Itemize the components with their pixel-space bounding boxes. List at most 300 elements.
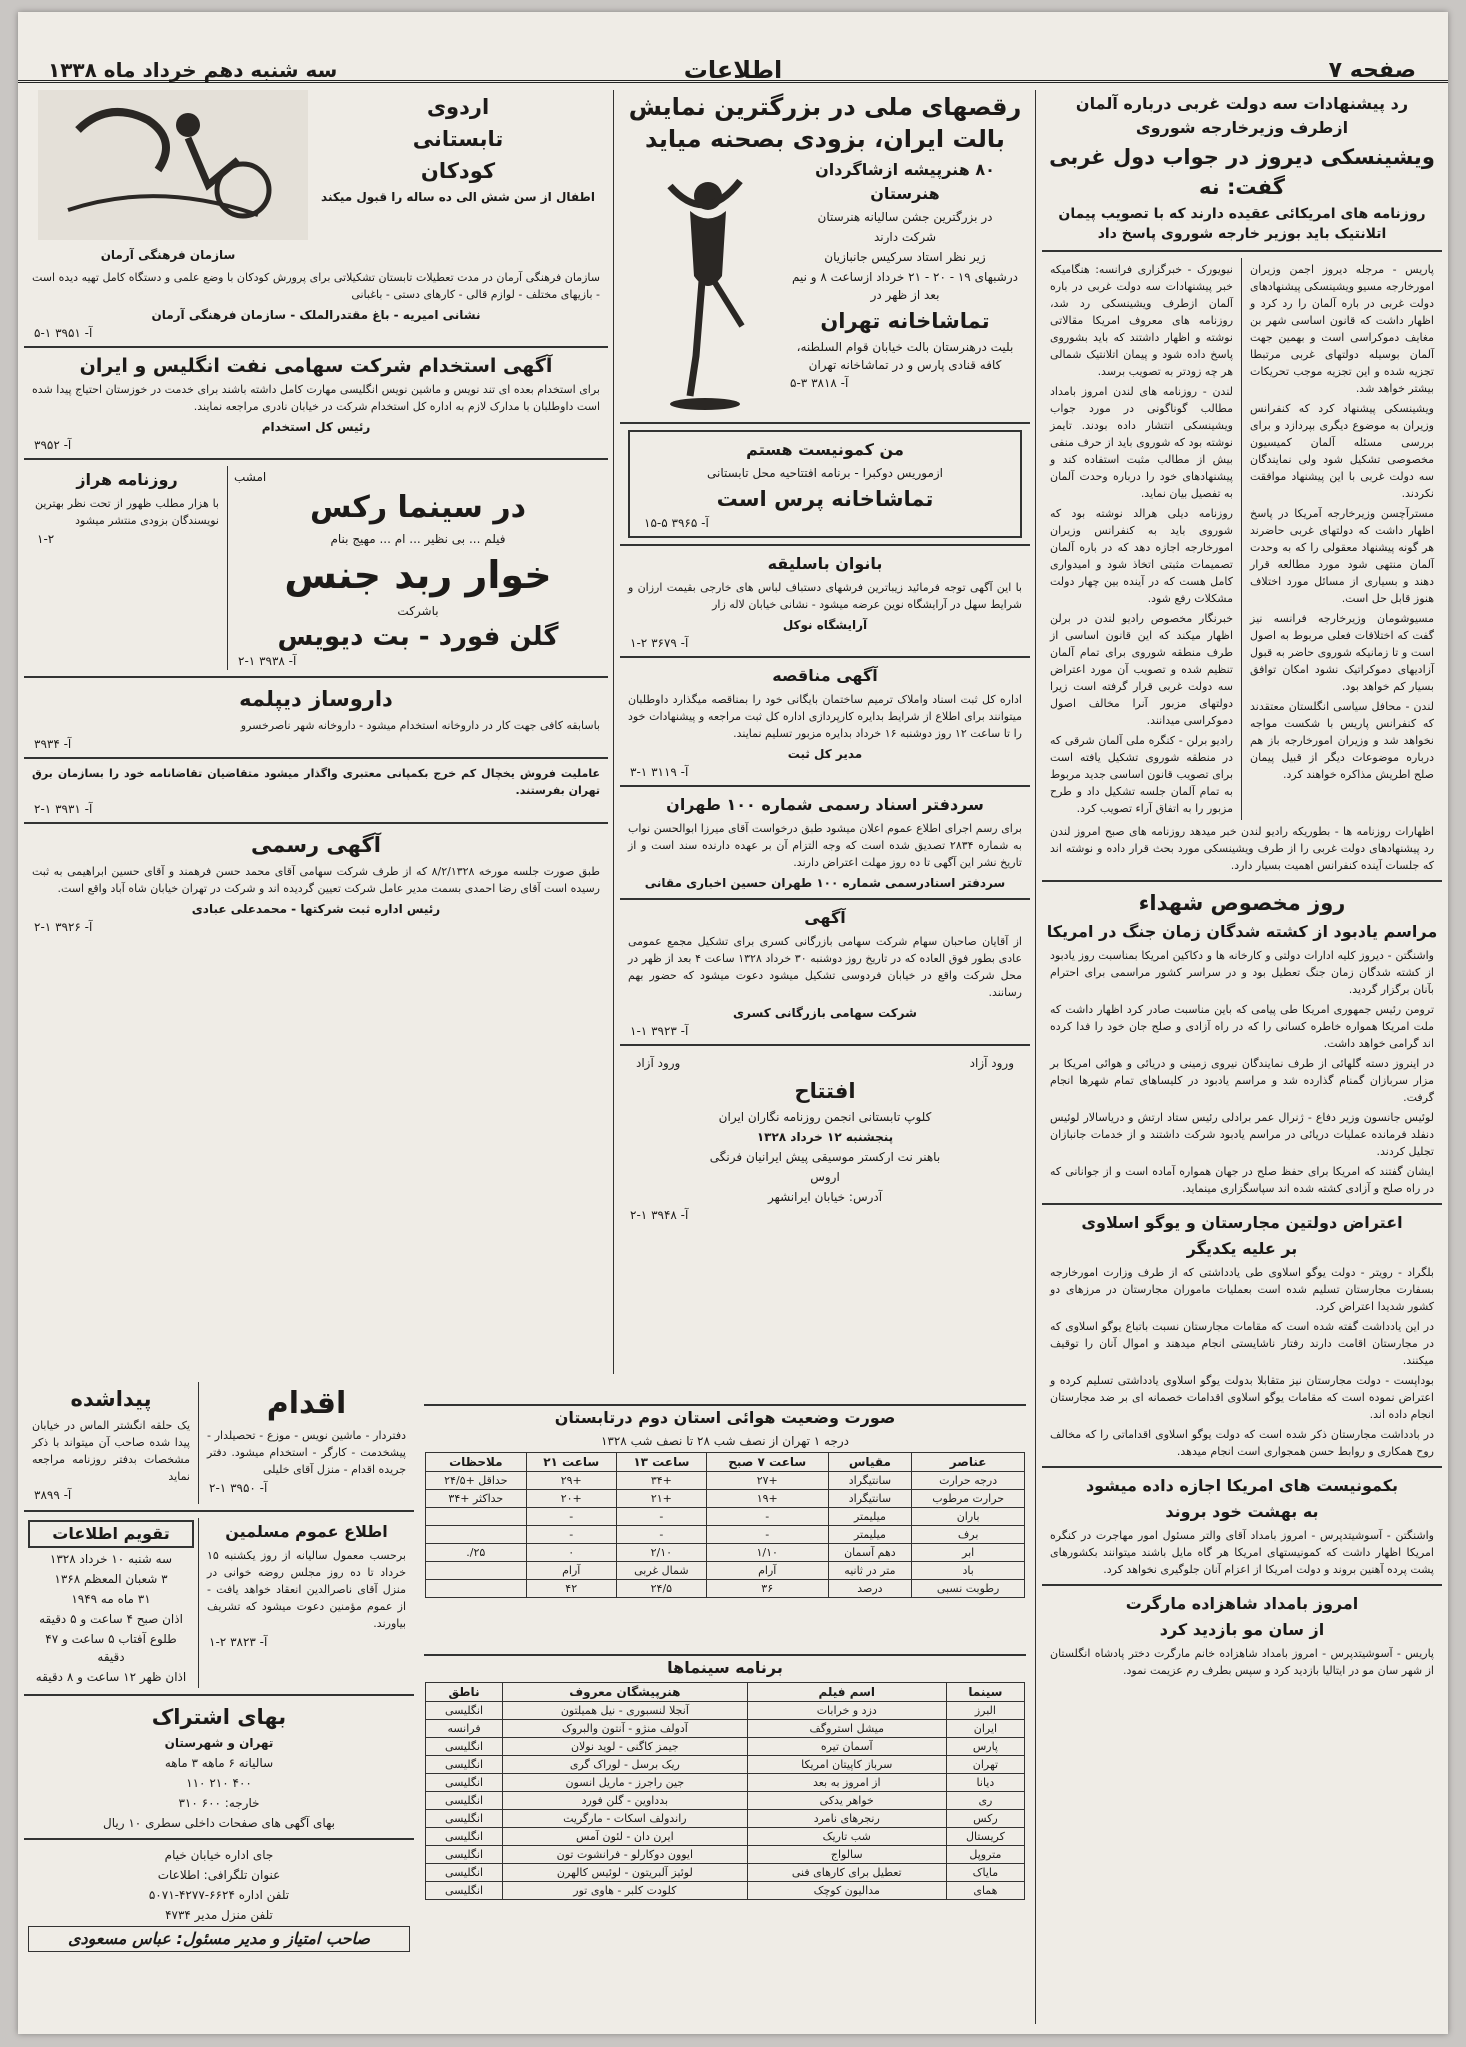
camp-address: نشانی امیریه - باغ مقتدرالملک - سازمان فرهنگی آرمان <box>151 308 481 322</box>
ballet-tickets: بلیت درهنرستان بالت خیابان قوام السلطنه، کافه قنادی پارس و در تماشاخانه تهران <box>796 340 1014 372</box>
cinema-cell: مایاک <box>946 1864 1024 1882</box>
muslim-notice-body: برحسب معمول سالیانه از روز یکشنبه ۱۵ خرداد تا ده روز مجلس روضه خوانی در منزل آقای ناصرالدین انعقاد خواهد یافت - از عموم مؤمنین دعوت میشود که تشریف بیاورند. <box>207 1549 406 1630</box>
official-notice-body: طبق صورت جلسه مورخه ۸/۲/۱۳۲۸ که از طرف شرکت سهامی آقای محمد حسن فرهمند و آقای حسین ابراهیمی به ثبت رسیده است آقای رضا احمدی بسمت مدیر عامل شرکت تعیین گردیده اند و شرکت در تهران خیابان شاه آباد واقع است. <box>32 865 600 895</box>
article-paragraph: روزنامه دیلی هرالد نوشته بود که شوروی باید به کنفرانس وزیران امورخارجه اجازه دهد که در باره آلمان تصمیمات مثبتی اتخاذ شود و امیدواری کامل هست که در آینده بین چهار دولت مشکلات رفع شود. <box>1050 507 1233 605</box>
memorial-paragraph: ایشان گفتند که امریکا برای حفظ صلح در جهان همواره آماده است و از جوانانی که در راه صلح و آزادی کشته شده اند سپاسگزاری مینماید. <box>1050 1165 1434 1195</box>
cinema-cell: فرانسه <box>426 1720 503 1738</box>
camp-subtitle: اطفال از سن شش الی ده ساله را قبول میکند <box>321 190 595 204</box>
address-line: تلفن اداره ۶۶۲۴-۴۲۷۷-۵۰۷۱ <box>148 1888 290 1902</box>
notary-body: برای رسم اجرای اطلاع عموم اعلان میشود طبق درخواست آقای میرزا ابوالحسن نواب به شماره ۲۸۳۴ تصدیق شده است که وجه التزام آن بر عهده دارنده سند است و از تاریخ نشر این آگهی تا ده روز مهلت اعتراض دارند. <box>628 822 1022 869</box>
fridge-ad-body: عاملیت فروش یخچال کم خرج بکمپانی معتبری واگذار میشود متقاضیان تقاضانامه خود را بسازمان برق تهران بفرستند. <box>32 767 600 797</box>
eqdam-title: اقدام <box>266 1386 347 1421</box>
princess-subtitle: از سان مو بازدید کرد <box>1159 1620 1325 1639</box>
cinema-and-pharmacy <box>24 466 608 670</box>
cinema-cell: انگلیسی <box>426 1792 503 1810</box>
pharmacist-title: داروساز دیپلمه <box>239 687 393 711</box>
princess-paragraph: پاریس - آسوشیتدپرس - امروز بامداد شاهزاده خانم مارگرت دختر پادشاه انگلستان از شهر سان مو در ایتالیا بازدید کرد و سپس بطرف رم عزیمت نمود. <box>1050 1647 1434 1677</box>
ad-code: آ- ۳۱۱۹ ۱-۳ <box>630 765 689 779</box>
communists-paragraph: واشنگتن - آسوشیتدپرس - امروز بامداد آقای والتر مسئول امور مهاجرت در کنگره امریکا اظهار داشت که کمونیستهای امریکا هر گاه مایل باشند میتوانند بکشورهای پشت پرده آهنین بروند و دولت امریکا از اعزام آنان جلوگیری نخواهد کرد. <box>1050 1529 1434 1576</box>
subscription-row: ۴۰۰ ۲۱۰ ۱۱۰ <box>186 1776 252 1790</box>
divider <box>24 822 608 824</box>
cinema-cell: جین راجرز - ماریل انسون <box>503 1774 748 1792</box>
weather-cell: ۳۶ <box>706 1580 828 1598</box>
divider <box>24 1694 414 1696</box>
article-paragraph: لندن - روزنامه های لندن امروز بامداد مطالب گوناگونی در مورد جواب ویشینسکی انتشار داده بودند. تایمز نوشته بود که شوروی باید از حرف منفی بیش از مطالب مثبت استفاده کند و پیشنهادهای خود را درباره وحدت آلمان به تفصیل بیان نماید. <box>1050 385 1233 500</box>
oil-ad-signature: رئیس کل استخدام <box>261 420 371 434</box>
article-paragraph: رادیو برلن - کنگره ملی آلمان شرقی که در منطقه شوروی تشکیل یافته است برای تصویب قانون اساسی جدید مربوط به تمام آلمان جلسه تشکیل داد و طرح مزبور را به اتفاق آراء تصویب کرد. <box>1050 734 1233 815</box>
muslim-notice <box>199 1518 414 1688</box>
ballet-line: درشبهای ۱۹ - ۲۰ - ۲۱ خرداد ازساعت ۸ و نیم بعد از ظهر در <box>792 270 1018 302</box>
article-paragraph: مسترآچسن وزیرخارجه آمریکا در پاسخ اظهار داشت که دولتهای غربی حاضرند هر گونه پیشنهاد معقولی را که به وحدت آلمان منتهی شود مورد مطالعه قرار دهند و بسیاری از مسائل مورد اختلاف هنوز قابل حل است. <box>1250 507 1434 605</box>
weather-cell: ۲۴/۵ <box>616 1580 706 1598</box>
cinema-cell: لوئیز آلبریتون - لوئیس کالهرن <box>503 1864 748 1882</box>
ad-code: آ- ۳۸۹۹ <box>34 1488 72 1502</box>
address-line: جای اداره خیابان خیام <box>164 1848 274 1862</box>
ballet-dancer-illustration <box>630 156 780 416</box>
divider <box>24 346 608 348</box>
weather-cell: +۱۹ <box>706 1490 828 1508</box>
cinema-table <box>425 1682 1025 1900</box>
cinema-cell: انگلیسی <box>426 1846 503 1864</box>
weather-row <box>426 1472 1025 1490</box>
divider <box>620 422 1030 424</box>
weather-cell: +۲۷ <box>706 1472 828 1490</box>
camp-title: اردوی <box>426 95 490 119</box>
found-title: پیداشده <box>70 1387 152 1411</box>
ad-code: آ- ۳۹۲۶ ۱-۲ <box>34 920 93 934</box>
weather-title: صورت وضعیت هوائی استان دوم درتابستان <box>424 1404 1026 1430</box>
weather-cell: باران <box>912 1508 1025 1526</box>
camp-body: سازمان فرهنگی آرمان در مدت تعطیلات تابستان تشکیلاتی برای پرورش کودکان با وضع علمی و دستگاه کامل تهیه دیده است - بازیهای مختلف - لوازم قالی - کارهای دستی - باغبانی <box>32 271 600 301</box>
cinema-cell: البرز <box>946 1702 1024 1720</box>
camp-logo <box>28 90 308 266</box>
weather-row <box>426 1562 1025 1580</box>
weather-cell: متر در ثانیه <box>828 1562 912 1580</box>
calendar-line: اذان صبح ۴ ساعت و ۵ دقیقه <box>39 1612 183 1626</box>
weather-cell: شمال غربی <box>616 1562 706 1580</box>
official-notice-title: آگهی رسمی <box>251 833 381 857</box>
notice-body: از آقایان صاحبان سهام شرکت سهامی بازرگانی کسری برای تشکیل مجمع عمومی عادی بطور فوق العاده که در تاریخ روز دوشنبه ۳۰ خرداد ۱۳۲۸ ساعت ۴ بعد از ظهر در محل شرکت واقع در خیابان فردوسی تشکیل میشود دعوت میشود که حضور بهم رسانند. <box>628 935 1023 999</box>
opening-guest: اروس <box>810 1170 840 1184</box>
cinema-cell: دزد و خرابات <box>747 1702 946 1720</box>
weather-cell: - <box>616 1508 706 1526</box>
memorial-paragraph: در اینروز دسته گلهائی از طرف نمایندگان نیروی زمینی و دریائی و هوائی امریکا بر مزار سربازان گمنام گذارده شد و مراسم یادبود در کلیساهای تمام شهرها انجام گرفت. <box>1050 1057 1434 1104</box>
ad-code: آ- ۳۶۷۹ ۲-۱ <box>630 636 689 650</box>
communists-subtitle: به بهشت خود بروند <box>1165 1502 1319 1521</box>
cinema-cell: آنجلا لنسبوری - نیل همیلتون <box>503 1702 748 1720</box>
cinema-cell: تهران <box>946 1756 1024 1774</box>
princess-title: امروز بامداد شاهزاده مارگرت <box>1125 1594 1359 1613</box>
found-body: یک حلقه انگشتر الماس در خیابان پیدا شده صاحب آن میتواند با ذکر مشخصات بدفتر روزنامه مراجعه نماید <box>32 1419 190 1483</box>
cinema-cell: انگلیسی <box>426 1810 503 1828</box>
address-line: عنوان تلگرافی: اطلاعات <box>157 1868 281 1882</box>
weather-cell: +۳۴ <box>616 1472 706 1490</box>
rex-with-label: باشرکت <box>397 604 439 618</box>
notary-title: سردفتر اسناد رسمی شماره ۱۰۰ طهران <box>666 795 984 814</box>
divider <box>1042 1466 1442 1468</box>
cinema-cell: رکس <box>946 1810 1024 1828</box>
headline-line-1: رد پیشنهادات سه دولت غربی درباره آلمان ازطرف وزیرخارجه شوروی <box>1075 94 1409 137</box>
weather-report <box>420 1402 1030 1600</box>
column-news <box>1042 90 1442 2024</box>
divider <box>620 656 1030 658</box>
weather-cell: باد <box>912 1562 1025 1580</box>
newspaper-title: روزنامه هراز <box>76 470 178 489</box>
yugo-subtitle: بر علیه یکدیگر <box>1186 1239 1298 1258</box>
weather-cell: آرام <box>526 1562 616 1580</box>
weather-cell: رطوبت نسبی <box>912 1580 1025 1598</box>
free-entry-label: ورود آزاد <box>969 1056 1014 1070</box>
cinema-cell: رنجرهای نامرد <box>747 1810 946 1828</box>
weather-table <box>425 1452 1025 1598</box>
weather-cell: درجه حرارت <box>912 1472 1025 1490</box>
memorial-title: روز مخصوص شهداء <box>1138 891 1346 915</box>
weather-cell: حرارت مرطوب <box>912 1490 1025 1508</box>
cinema-header-cell: اسم فیلم <box>747 1683 946 1702</box>
rex-film-title: خوار ربد جنس <box>284 553 552 597</box>
weather-cell: ۱/۱۰ <box>706 1544 828 1562</box>
calendar-box <box>24 1518 198 1688</box>
weather-cell: ابر <box>912 1544 1025 1562</box>
weather-cell <box>426 1508 527 1526</box>
divider <box>198 1382 199 1504</box>
opening-line: آدرس: خیابان ایرانشهر <box>767 1190 883 1204</box>
calendar-line: اذان ظهر ۱۲ ساعت و ۸ دقیقه <box>35 1670 187 1684</box>
cinema-row <box>426 1720 1025 1738</box>
cinema-cell: آسمان تیره <box>747 1738 946 1756</box>
weather-header-cell: عناصر <box>912 1453 1025 1472</box>
cinema-cell: ری <box>946 1792 1024 1810</box>
weather-cell: حداقل +۲۴/۵ <box>426 1472 527 1490</box>
cinema-cell: بدداوین - گلن فورد <box>503 1792 748 1810</box>
memorial-paragraph: ترومن رئیس جمهوری امریکا طی پیامی که باین مناسبت صادر کرد اظهار داشت که ملت امریکا همواره خاطره کسانی را که در راه آزادی و صلح جان خود را فدا کرده اند گرامی خواهد داشت. <box>1050 1003 1434 1050</box>
cinema-cell: از امروز به بعد <box>747 1774 946 1792</box>
weather-cell <box>426 1580 527 1598</box>
weather-header-cell: مقیاس <box>828 1453 912 1472</box>
newspaper-page <box>18 12 1448 2034</box>
column-rule <box>613 90 614 1374</box>
divider <box>620 1044 1030 1046</box>
ad-code: آ- ۳۸۲۳ ۲-۱ <box>209 1635 268 1649</box>
divider <box>24 757 608 759</box>
oil-ad-body: برای استخدام بعده ای تند نویس و ماشین نویس انگلیسی مهارت کامل داشته باشند برای خدمت در خوزستان احتیاج پیدا شده است داوطلبان با مدارک لازم به اداره کل استخدام شرکت در خیابان نادری مراجعه نمایند. <box>32 383 600 413</box>
cinema-cell: پارس <box>946 1738 1024 1756</box>
news-subcol-left <box>1042 258 1241 820</box>
memorial-paragraph: واشنگتن - دیروز کلیه ادارات دولتی و کارخانه ها و دکاکین امریکا بمناسبت روز یادبود از کشته شدگان زمان جنگ تعطیل بود و در سراسر کشور مراسمی برای احترام بآنان برگزار گردید. <box>1050 949 1434 996</box>
weather-cell: - <box>706 1526 828 1544</box>
weather-header-cell: ساعت ۱۳ <box>616 1453 706 1472</box>
ad-code: آ- ۳۹۵۰ ۱-۲ <box>209 1481 268 1495</box>
weather-cell: +۲۰ <box>526 1490 616 1508</box>
article-paragraph: ویشینسکی پیشنهاد کرد که کنفرانس وزیران به موضوع دیگری بپردازد و برای بررسی مسئله آلمان کمیسیون مخصوصی تشکیل شود ولی نمایندگان سه دولت غربی با این پیشنهاد موافقت نکردند. <box>1250 402 1434 500</box>
ballet-title-1: رقصهای ملی در بزرگترین نمایش <box>628 93 1022 121</box>
calendar-line: سه شنبه ۱۰ خرداد ۱۳۲۸ <box>49 1552 173 1566</box>
bottom-left-ads <box>24 1382 414 2024</box>
cinema-cell: تعطیل برای کارهای فنی <box>747 1864 946 1882</box>
page-header <box>18 12 1448 83</box>
weather-cell: ۴۲ <box>526 1580 616 1598</box>
play-ad-box <box>628 430 1022 538</box>
weather-cell: سانتیگراد <box>828 1472 912 1490</box>
page-number: صفحه ۷ <box>1328 58 1416 83</box>
divider <box>24 458 608 460</box>
cinema-header-cell: ناطق <box>426 1683 503 1702</box>
rex-cinema-ad <box>228 466 608 670</box>
weather-cell: حداکثر +۳۴ <box>426 1490 527 1508</box>
cinema-cell: انگلیسی <box>426 1882 503 1900</box>
memorial-paragraph: لوئیس جانسون وزیر دفاع - ژنرال عمر برادلی رئیس ستاد ارتش و دریاسالار لوئیس دنفلد فرمانده عملیات دریائی در مراسم یادبود شرکت داشتند و از خدمات جانبازان تجلیل کردند. <box>1050 1111 1434 1158</box>
subheadline: روزنامه های امریکائی عقیده دارند که با تصویب پیمان اتلانتیک باید بوزیر خارجه شوروی پاسخ داد <box>1058 206 1426 242</box>
headline-line-2: ویشینسکی دیروز در جواب دول غربی گفت: نه <box>1049 145 1435 199</box>
weather-header-cell: ملاحظات <box>426 1453 527 1472</box>
subscription-row: بهای آگهی های صفحات داخلی سطری ۱۰ ریال <box>103 1816 335 1830</box>
divider <box>24 1510 414 1512</box>
divider <box>24 1838 414 1840</box>
cinema-cell: جیمز کاگنی - لوید نولان <box>503 1738 748 1756</box>
cinema-cell: انگلیسی <box>426 1702 503 1720</box>
divider <box>1042 880 1442 882</box>
chariot-illustration <box>38 90 308 240</box>
cinema-row <box>426 1774 1025 1792</box>
opening-free-entry <box>630 1052 1020 1074</box>
weather-cell: +۲۱ <box>616 1490 706 1508</box>
ad-code: آ- ۳۹۵۲ <box>34 438 72 452</box>
subscription-row: خارجه: ۶۰۰ ۳۱۰ <box>178 1796 260 1810</box>
cinema-row <box>426 1756 1025 1774</box>
ballet-ad-body <box>620 156 1030 416</box>
calendar-line: طلوع آفتاب ۵ ساعت و ۴۷ دقیقه <box>45 1632 177 1664</box>
camp-title: کودکان <box>420 159 496 183</box>
subscription-row: سالیانه ۶ ماهه ۳ ماهه <box>164 1756 274 1770</box>
tonight-label: امشب <box>234 470 267 484</box>
weather-table-header <box>426 1453 1025 1472</box>
weather-row <box>426 1580 1025 1598</box>
cinema-row <box>426 1846 1025 1864</box>
play-line: ازموریس دوکبرا - برنامه افتتاحیه محل تابستانی <box>706 466 943 480</box>
cinema-row <box>426 1702 1025 1720</box>
women-ad-shop: آرایشگاه نوکل <box>782 618 868 632</box>
ad-code: آ- ۳۸۱۸ ۳-۵ <box>790 376 849 390</box>
rex-stars: گلن فورد - بت دیویس <box>277 622 559 652</box>
ad-code: آ- ۳۹۳۸ ۱-۲ <box>238 654 297 668</box>
cinema-header-cell: هنرپیشگان معروف <box>503 1683 748 1702</box>
yugo-paragraph: در بادداشت مجارستان ذکر شده است که دولت یوگو اسلاوی اقداماتی را که مخالف روح همکاری و روابط حسن همجواری است انجام میدهد. <box>1050 1428 1434 1458</box>
weather-subtitle: درجه ۱ تهران از نصف شب ۲۸ تا نصف شب ۱۳۲۸ <box>600 1434 850 1448</box>
cinema-row <box>426 1828 1025 1846</box>
weather-cell: دهم آسمان <box>828 1544 912 1562</box>
cinema-cell: انگلیسی <box>426 1738 503 1756</box>
eqdam-and-found <box>24 1382 414 1504</box>
cinema-cell: دیانا <box>946 1774 1024 1792</box>
weather-cell: - <box>616 1526 706 1544</box>
article-paragraph: مسیوشومان وزیرخارجه فرانسه نیز گفت که اختلافات فعلی مربوط به اصول است و تا زمانیکه شوروی حاضر به قبول آزادیهای دموکراتیک نشود امکان توافق بسیار کم خواهد بود. <box>1250 612 1434 693</box>
cinema-cell: ریک برسل - لوراک گری <box>503 1756 748 1774</box>
weather-cell: برف <box>912 1526 1025 1544</box>
subscription-region: تهران و شهرستان <box>164 1736 274 1750</box>
divider <box>1042 250 1442 252</box>
tender-body: اداره کل ثبت اسناد واملاک ترمیم ساختمان بایگانی خود را بمناقصه میگذارد داوطلبان میتوانند برای اطلاع از شرایط بدایره کارپردازی اداره کل ثبت مراجعه و پیشنهادات خود را تا ساعت ۱۲ روز دوشنبه ۱۶ خرداد بدایره مزبور تسلیم نمایند. <box>628 693 1022 740</box>
article-paragraph: اظهارات روزنامه ها - بطوریکه رادیو لندن خبر میدهد روزنامه های صبح امروز لندن رد پیشنهادهای دولت غربی را از طرف ویشینسکی مورد بحث قرار داده و نوشته اند که جلسات آینده کنفرانس اهمیت بسیار دارد. <box>1050 825 1434 872</box>
cinema-table-header <box>426 1683 1025 1702</box>
play-title: من کمونیست هستم <box>746 440 904 459</box>
ballet-line: شرکت دارند <box>873 230 937 244</box>
news-two-columns <box>1042 258 1442 820</box>
weather-header-cell: ساعت ۷ صبح <box>706 1453 828 1472</box>
oil-ad-title: آگهی استخدام شرکت سهامی نفت انگلیس و ایران <box>79 355 553 377</box>
divider <box>1042 1203 1442 1205</box>
divider <box>1042 1584 1442 1586</box>
weather-cell: - <box>526 1508 616 1526</box>
cinema-cell: انگلیسی <box>426 1774 503 1792</box>
cinema-cell: شب تاریک <box>747 1828 946 1846</box>
eqdam-ad <box>199 1382 414 1504</box>
notary-signature: سردفتر اسنادرسمی شماره ۱۰۰ طهران حسین اخباری مقانی <box>644 876 1006 890</box>
cinema-cell: کریستال <box>946 1828 1024 1846</box>
muslim-notice-title: اطلاع عموم مسلمین <box>225 1522 388 1541</box>
article-paragraph: خبرنگار مخصوص رادیو لندن در برلن اظهار میکند که این قانون اساسی از طرف منطقه شوروی برای تمام آلمان تنظیم شده و تصویب آن مورد اعتراض سه دولت غربی قرار گرفته است زیرا دولتهای مزبور آنرا مخالف اصول دموکراسی میدانند. <box>1050 612 1233 727</box>
camp-ad <box>24 90 608 266</box>
ad-code: آ- ۳۹۳۱ ۱-۲ <box>34 802 93 816</box>
cinema-cell: همای <box>946 1882 1024 1900</box>
calendar-line: ۳ شعبان المعظم ۱۳۶۸ <box>54 1572 168 1586</box>
weather-cell: درصد <box>828 1580 912 1598</box>
cinema-cell: متروپل <box>946 1846 1024 1864</box>
communists-title: بکمونیست های امریکا اجازه داده میشود <box>1085 1476 1399 1495</box>
weather-cell: +۲۹ <box>526 1472 616 1490</box>
cinema-cell: راندولف اسکات - مارگریت <box>503 1810 748 1828</box>
column-ads-left <box>24 90 608 1374</box>
weather-cell: ۲۵/. <box>426 1544 527 1562</box>
divider <box>620 785 1030 787</box>
cinema-row <box>426 1810 1025 1828</box>
cinema-cell: سرباز کاپیتان امریکا <box>747 1756 946 1774</box>
ad-code: آ- ۳۹۵۱ ۱-۵ <box>34 326 93 340</box>
calendar-and-muslim <box>24 1518 414 1688</box>
pharmacist-body: باسابقه کافی جهت کار در داروخانه استخدام میشود - داروخانه شهر ناصرخسرو <box>240 719 600 732</box>
cinema-cell: انگلیسی <box>426 1864 503 1882</box>
cinema-row <box>426 1882 1025 1900</box>
ad-code: ۱-۲ <box>37 532 55 546</box>
cinema-cell: سالواج <box>747 1846 946 1864</box>
cinema-schedule <box>420 1652 1030 1902</box>
yugo-paragraph: در این یادداشت گفته شده است که مقامات مجارستان نسبت باتباع یوگو اسلاوی که در مجارستان اقامت دارند رفتار ناشایستی انجام میدهند و اموال آنان را توقیف میکنند. <box>1050 1320 1434 1367</box>
cinema-cell: کلودت کلبر - هاوی تور <box>503 1882 748 1900</box>
weather-row <box>426 1508 1025 1526</box>
cinema-cell: ایران <box>946 1720 1024 1738</box>
calendar-title: تقویم اطلاعات <box>28 1520 194 1548</box>
rex-cinema-title: در سینما رکس <box>309 490 527 525</box>
memorial-subtitle: مراسم یادبود از کشته شدگان زمان جنگ در امریکا <box>1046 922 1438 941</box>
found-ad <box>24 1382 198 1504</box>
cinema-table-body <box>426 1702 1025 1900</box>
tender-title: آگهی مناقصه <box>772 666 878 685</box>
weather-cell: سانتیگراد <box>828 1490 912 1508</box>
divider <box>227 466 228 670</box>
cinema-cell: ایرن دان - لئون آمس <box>503 1828 748 1846</box>
camp-ad-text <box>308 90 608 266</box>
tender-signature: مدیر کل ثبت <box>787 747 863 761</box>
ballet-line: در بزرگترین جشن سالیانه هنرستان <box>817 210 993 224</box>
cinema-schedule-title: برنامه سینماها <box>424 1654 1026 1680</box>
cinema-row <box>426 1864 1025 1882</box>
weather-cell: میلیمتر <box>828 1508 912 1526</box>
ad-code: آ- ۳۹۲۳ ۱-۱ <box>630 1024 689 1038</box>
weather-row <box>426 1526 1025 1544</box>
opening-line: باهنر نت ارکستر موسیقی پیش ایرانیان فرنگی <box>709 1150 941 1164</box>
cinema-cell: انگلیسی <box>426 1828 503 1846</box>
address-line: تلفن منزل مدیر ۴۷۳۴ <box>165 1908 273 1922</box>
article-paragraph: نیویورک - خبرگزاری فرانسه: هنگامیکه خبر پیشنهادات سه دولت غربی در باره آلمان ازطرف ویشینسکی رد شد، روزنامه های معروف امریکا مقالاتی نوشته و اظهار داشتند که باید بشوروی پاسخ داده شود و پیمان اتلانتیک شمالی هر چه زودتر به تصویب برسد. <box>1050 263 1233 378</box>
divider <box>620 544 1030 546</box>
notice-signature: شرکت سهامی بازرگانی کسری <box>733 1006 917 1020</box>
weather-cell: - <box>526 1526 616 1544</box>
ballet-title-2: بالت ایران، بزودی بصحنه میاید <box>645 125 1005 153</box>
weather-cell <box>426 1562 527 1580</box>
weather-cell: ۲/۱۰ <box>616 1544 706 1562</box>
cinema-cell: ایوون دوکارلو - فرانشوت تون <box>503 1846 748 1864</box>
weather-header-cell: ساعت ۲۱ <box>526 1453 616 1472</box>
cinema-cell: انگلیسی <box>426 1756 503 1774</box>
weather-row <box>426 1490 1025 1508</box>
rex-film-line: فیلم ... بی نظیر ... ام ... مهیج بنام <box>330 532 506 546</box>
ad-code: آ- ۳۹۳۴ <box>34 737 72 751</box>
opening-line: کلوپ تابستانی انجمن روزنامه نگاران ایران <box>718 1110 932 1124</box>
cinema-header-cell: سینما <box>946 1683 1024 1702</box>
official-notice-signature: رئیس اداره ثبت شرکتها - محمدعلی عبادی <box>191 902 441 916</box>
eqdam-body: دفتردار - ماشین نویس - موزع - تحصیلدار - پیشخدمت - کارگر - استخدام میشود. دفتر جریده اقدام - منزل آقای خلیلی <box>207 1429 406 1476</box>
weather-cell: آرام <box>706 1562 828 1580</box>
play-venue: تماشاخانه پرس است <box>716 487 934 511</box>
cinema-cell: آدولف منژو - آنتون والبروک <box>503 1720 748 1738</box>
ballet-ad-text <box>780 156 1030 416</box>
small-ads-right <box>27 466 227 670</box>
notice-title: آگهی <box>804 908 846 927</box>
cinema-cell: مدالیون کوچک <box>747 1882 946 1900</box>
divider <box>1241 258 1242 820</box>
issue-date: سه شنبه دهم خرداد ماه ۱۳۳۸ <box>48 58 338 82</box>
camp-title: تابستانی <box>412 127 504 151</box>
calendar-line: ۳۱ ماه مه ۱۹۴۹ <box>71 1592 151 1606</box>
weather-cell: ۰ <box>526 1544 616 1562</box>
newspaper-name: اطلاعات <box>683 56 783 84</box>
divider <box>24 676 608 678</box>
newspaper-body: با هزار مطلب ظهور از تحت نظر بهترین نویسندگان بزودی منتشر میشود <box>35 497 219 527</box>
weather-cell <box>426 1526 527 1544</box>
weather-row <box>426 1544 1025 1562</box>
ballet-line: زیر نظر استاد سرکیس جانبازیان <box>824 250 986 264</box>
ad-code: آ- ۳۹۴۸ ۱-۲ <box>630 1208 689 1222</box>
free-entry-label: ورود آزاد <box>636 1056 681 1070</box>
article-paragraph: لندن - محافل سیاسی انگلستان معتقدند که کنفرانس پاریس با شکست مواجه نخواهد شد و وزیران امورخارجه باز هم درباره موضوعات دیگر از قبیل پیمان صلح اطریش مذاکره خواهند کرد. <box>1250 700 1434 781</box>
weather-cell: - <box>706 1508 828 1526</box>
women-ad-title: بانوان باسلیقه <box>767 554 883 573</box>
yugo-title: اعتراض دولتین مجارستان و یوگو اسلاوی <box>1081 1213 1403 1232</box>
opening-title: افتتاح <box>794 1079 856 1103</box>
ballet-line: ۸۰ هنرپیشه ازشاگردان هنرستان <box>815 160 995 203</box>
cinema-cell: میشل استروگف <box>747 1720 946 1738</box>
ballet-venue: تماشاخانه تهران <box>820 309 990 333</box>
publisher-signature: صاحب امتیاز و مدیر مسئول: عباس مسعودی <box>28 1926 410 1952</box>
column-rule <box>1035 90 1036 2024</box>
cinema-row <box>426 1738 1025 1756</box>
camp-logo-caption: سازمان فرهنگی آرمان <box>100 248 236 262</box>
divider <box>620 898 1030 900</box>
yugo-paragraph: بوداپست - دولت مجارستان نیز متقابلا بدولت یوگو اسلاوی یادداشتی تسلیم کرده و اعتراض نموده است که مقامات یوگو اسلاوی اقدامات خصمانه ای بر ضد مجارستان انجام داده اند. <box>1050 1374 1434 1421</box>
cinema-row <box>426 1792 1025 1810</box>
women-ad-body: با این آگهی توجه فرمائید زیباترین فرشهای دستباف لباس های خارجی بقیمت ارزان و شرایط سهل در آرایشگاه نوین عرضه میشود - نشانی خیابان لاله زار <box>628 581 1022 611</box>
weather-table-body <box>426 1472 1025 1598</box>
opening-line: پنجشنبه ۱۲ خرداد ۱۳۲۸ <box>756 1130 894 1144</box>
